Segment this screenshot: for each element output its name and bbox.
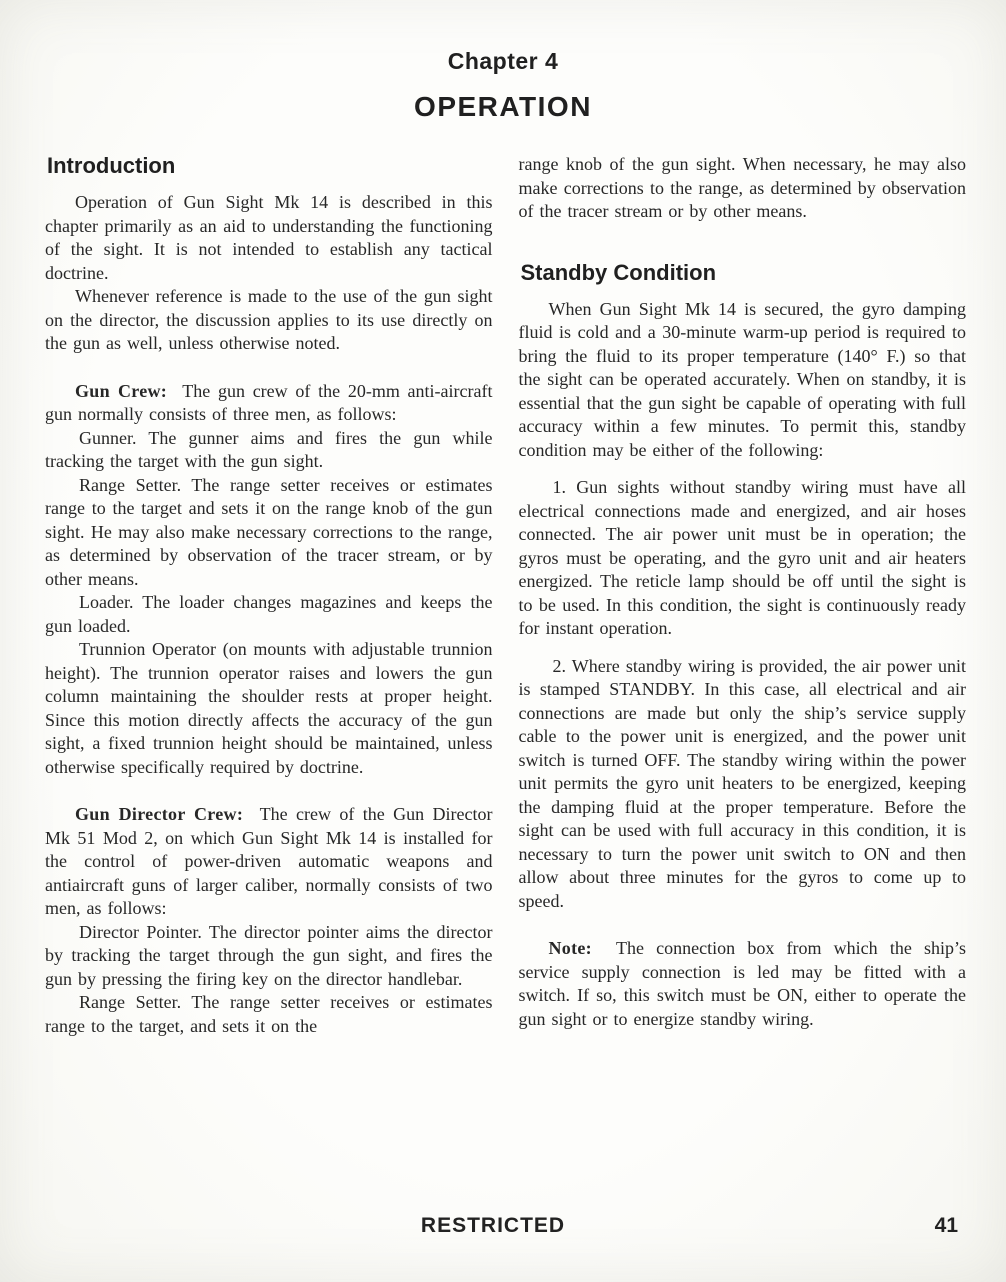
paragraph-trunnion-operator: Trunnion Operator (on mounts with adjustable trunnion height). The trunnion operator raises and lowers the gun column maintaining the shoulder rests at proper height. Since this motion directly affects the accuracy of the gun sight, a fixed trunnion height should be maintained, unless otherwise specifically required by doctrine.	[45, 639, 493, 777]
paragraph-standby-item-1	[519, 476, 967, 641]
heading-introduction: Introduction	[47, 153, 176, 178]
spacer	[519, 641, 967, 655]
gun-director-crew-label: Gun Director Crew:	[75, 804, 244, 824]
right-column	[519, 153, 967, 1038]
paragraph-range-setter: Range Setter. The range setter receives or estimates range to the target and sets it on the range knob of the gun sight. He may also make necessary corrections to the range, as determined by observation of the tracer stream, or by other means.	[45, 474, 493, 589]
item-2-number: 2.	[552, 655, 566, 676]
note-label: Note:	[548, 938, 592, 958]
paragraph-loader: Loader. The loader changes magazines and keeps the gun loaded.	[45, 592, 493, 636]
gun-director-crew-text: The crew of the Gun Director Mk 51 Mod 2, on which Gun Sight Mk 14 is installed for the control of power-driven automatic weapons and antiaircraft guns of larger caliber, normally consists of two men, as follows:	[45, 804, 493, 918]
paragraph-note	[519, 937, 967, 1031]
spacer	[519, 462, 967, 476]
note-text: The connection box from which the ship’s service supply connection is led may be fitted with a switch. If so, this switch must be ON, either to operate the gun sight or to energize standby wiring.	[518, 938, 966, 1029]
paragraph-intro-2: Whenever reference is made to the use of the gun sight on the director, the discussion applies to its use directly on the gun as well, unless otherwise noted.	[45, 286, 493, 353]
paragraph-continuation: range knob of the gun sight. When necessary, he may also make corrections to the range, as determined by observation of the tracer stream or by other means.	[518, 154, 966, 221]
gun-crew-text: The gun crew of the 20-mm anti-aircraft gun normally consists of three men, as follows:	[45, 380, 493, 424]
item-2-text: Where standby wiring is provided, the air power unit is stamped STANDBY. In this case, all electrical and air connections are made but only the ship’s service supply cable to the power unit is energized, and the power unit switch is turned OFF. The standby wiring within the power unit permits the gyro unit heaters to be energized, keeping the damping fluid at the proper temperature. Before the sight can be used with full accuracy in this condition, it is necessary to turn the power unit switch to ON and then allow about three minutes for the gyros to come up to speed.	[518, 655, 966, 911]
spacer	[45, 356, 493, 380]
item-1-number: 1.	[552, 477, 566, 497]
paragraph-gun-crew	[45, 380, 493, 427]
spacer	[45, 779, 493, 803]
two-column-body	[0, 123, 1006, 1038]
page-title: OPERATION	[414, 91, 592, 122]
paragraph-director-pointer: Director Pointer. The director pointer aims the director by tracking the target through the gun sight, and fires the gun by pressing the firing key on the director handlebar.	[45, 921, 493, 989]
heading-standby-condition: Standby Condition	[520, 259, 717, 285]
spacer	[519, 224, 967, 260]
classification-marking: RESTRICTED	[420, 1214, 566, 1237]
spacer	[519, 913, 967, 937]
paragraph-intro-1: Operation of Gun Sight Mk 14 is described in this chapter primarily as an aid to understanding the functioning of the sight. It is not intended to establish any tactical doctrine.	[45, 192, 493, 283]
paragraph-standby-intro: When Gun Sight Mk 14 is secured, the gyro damping fluid is cold and a 30-minute warm-up period is required to bring the fluid to its proper temperature (140° F.) so that the sight can be operated accurately. When on standby, it is essential that the gun sight be capable of operating with full accuracy within a few minutes. To permit this, standby condition may be either of the following:	[518, 298, 966, 460]
page-number: 41	[934, 1214, 958, 1237]
page-footer	[0, 1214, 1006, 1240]
chapter-label: Chapter 4	[447, 48, 559, 74]
left-column	[45, 153, 493, 1038]
paragraph-gun-director-crew	[45, 803, 493, 921]
gun-crew-label: Gun Crew:	[75, 380, 168, 401]
paragraph-gunner: Gunner. The gunner aims and fires the gun while tracking the target with the gun sight.	[45, 427, 493, 471]
paragraph-standby-item-2	[519, 655, 967, 914]
page-header	[0, 0, 1006, 123]
paragraph-range-setter-2: Range Setter. The range setter receives or estimates range to the target, and sets it on the	[45, 992, 493, 1036]
item-1-text: Gun sights without standby wiring must have all electrical connections made and energized, and air hoses connected. The air power unit must be in operation; the gyros must be operating, and the gyro unit and air heaters energized. The reticle lamp should be off until the sight is to be used. In this condition, the sight is continuously ready for instant operation.	[518, 477, 967, 638]
